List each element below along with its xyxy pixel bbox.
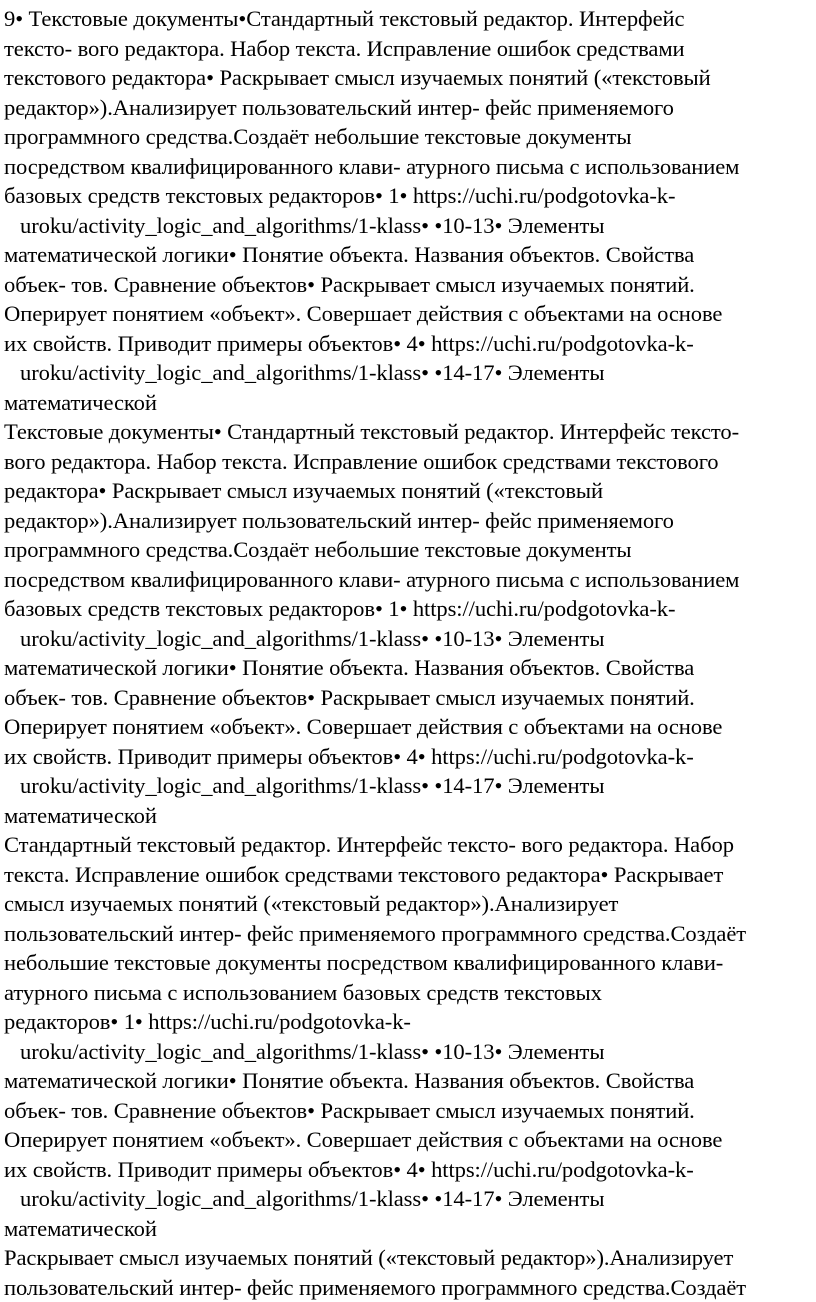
text-line-10: объек- тов. Сравнение объектов• Раскрывает смысл изучаемых понятий. <box>4 270 812 300</box>
text-line-36: uroku/activity_logic_and_algorithms/1-klass• •10-13• Элементы <box>4 1037 812 1067</box>
text-line-12: их свойств. Приводит примеры объектов• 4• https://uchi.ru/podgotovka-k- <box>4 329 812 359</box>
text-line-23: математической логики• Понятие объекта. Названия объектов. Свойства <box>4 653 812 683</box>
text-line-19: программного средства.Создаёт небольшие текстовые документы <box>4 535 812 565</box>
text-line-6: посредством квалифицированного клави- атурного письма с использованием <box>4 152 812 182</box>
text-line-38: объек- тов. Сравнение объектов• Раскрывает смысл изучаемых понятий. <box>4 1096 812 1126</box>
text-line-7: базовых средств текстовых редакторов• 1• https://uchi.ru/podgotovka-k- <box>4 181 812 211</box>
text-line-42: математической <box>4 1214 812 1244</box>
text-line-16: вого редактора. Набор текста. Исправление ошибок средствами текстового <box>4 447 812 477</box>
text-line-18: редактор»).Анализирует пользовательский интер- фейс применяемого <box>4 506 812 536</box>
text-line-39: Оперирует понятием «объект». Совершает действия с объектами на основе <box>4 1125 812 1155</box>
text-line-31: смысл изучаемых понятий («текстовый редактор»).Анализирует <box>4 889 812 919</box>
text-line-29: Стандартный текстовый редактор. Интерфейс тексто- вого редактора. Набор <box>4 830 812 860</box>
text-line-1: 9• Текстовые документы•Стандартный текстовый редактор. Интерфейс <box>4 4 812 34</box>
text-line-13: uroku/activity_logic_and_algorithms/1-klass• •14-17• Элементы <box>4 358 812 388</box>
text-line-11: Оперирует понятием «объект». Совершает действия с объектами на основе <box>4 299 812 329</box>
text-line-34: атурного письма с использованием базовых средств текстовых <box>4 978 812 1008</box>
text-line-2: тексто- вого редактора. Набор текста. Исправление ошибок средствами <box>4 34 812 64</box>
text-line-43: Раскрывает смысл изучаемых понятий («текстовый редактор»).Анализирует <box>4 1243 812 1273</box>
text-line-35: редакторов• 1• https://uchi.ru/podgotovka-k- <box>4 1007 812 1037</box>
text-line-41: uroku/activity_logic_and_algorithms/1-klass• •14-17• Элементы <box>4 1184 812 1214</box>
text-line-21: базовых средств текстовых редакторов• 1• https://uchi.ru/podgotovka-k- <box>4 594 812 624</box>
text-line-24: объек- тов. Сравнение объектов• Раскрывает смысл изучаемых понятий. <box>4 683 812 713</box>
text-line-32: пользовательский интер- фейс применяемого программного средства.Создаёт <box>4 919 812 949</box>
text-line-28: математической <box>4 801 812 831</box>
text-line-26: их свойств. Приводит примеры объектов• 4• https://uchi.ru/podgotovka-k- <box>4 742 812 772</box>
text-line-22: uroku/activity_logic_and_algorithms/1-klass• •10-13• Элементы <box>4 624 812 654</box>
text-line-15: Текстовые документы• Стандартный текстовый редактор. Интерфейс тексто- <box>4 417 812 447</box>
text-line-44: пользовательский интер- фейс применяемого программного средства.Создаёт <box>4 1273 812 1302</box>
text-line-25: Оперирует понятием «объект». Совершает действия с объектами на основе <box>4 712 812 742</box>
text-line-17: редактора• Раскрывает смысл изучаемых понятий («текстовый <box>4 476 812 506</box>
text-line-3: текстового редактора• Раскрывает смысл изучаемых понятий («текстовый <box>4 63 812 93</box>
text-line-9: математической логики• Понятие объекта. Названия объектов. Свойства <box>4 240 812 270</box>
text-line-37: математической логики• Понятие объекта. Названия объектов. Свойства <box>4 1066 812 1096</box>
text-line-40: их свойств. Приводит примеры объектов• 4• https://uchi.ru/podgotovka-k- <box>4 1155 812 1185</box>
text-line-8: uroku/activity_logic_and_algorithms/1-klass• •10-13• Элементы <box>4 211 812 241</box>
text-line-5: программного средства.Создаёт небольшие текстовые документы <box>4 122 812 152</box>
text-line-27: uroku/activity_logic_and_algorithms/1-klass• •14-17• Элементы <box>4 771 812 801</box>
text-line-4: редактор»).Анализирует пользовательский интер- фейс применяемого <box>4 93 812 123</box>
text-line-33: небольшие текстовые документы посредством квалифицированного клави- <box>4 948 812 978</box>
text-line-20: посредством квалифицированного клави- атурного письма с использованием <box>4 565 812 595</box>
text-line-30: текста. Исправление ошибок средствами текстового редактора• Раскрывает <box>4 860 812 890</box>
text-line-14: математической <box>4 388 812 418</box>
